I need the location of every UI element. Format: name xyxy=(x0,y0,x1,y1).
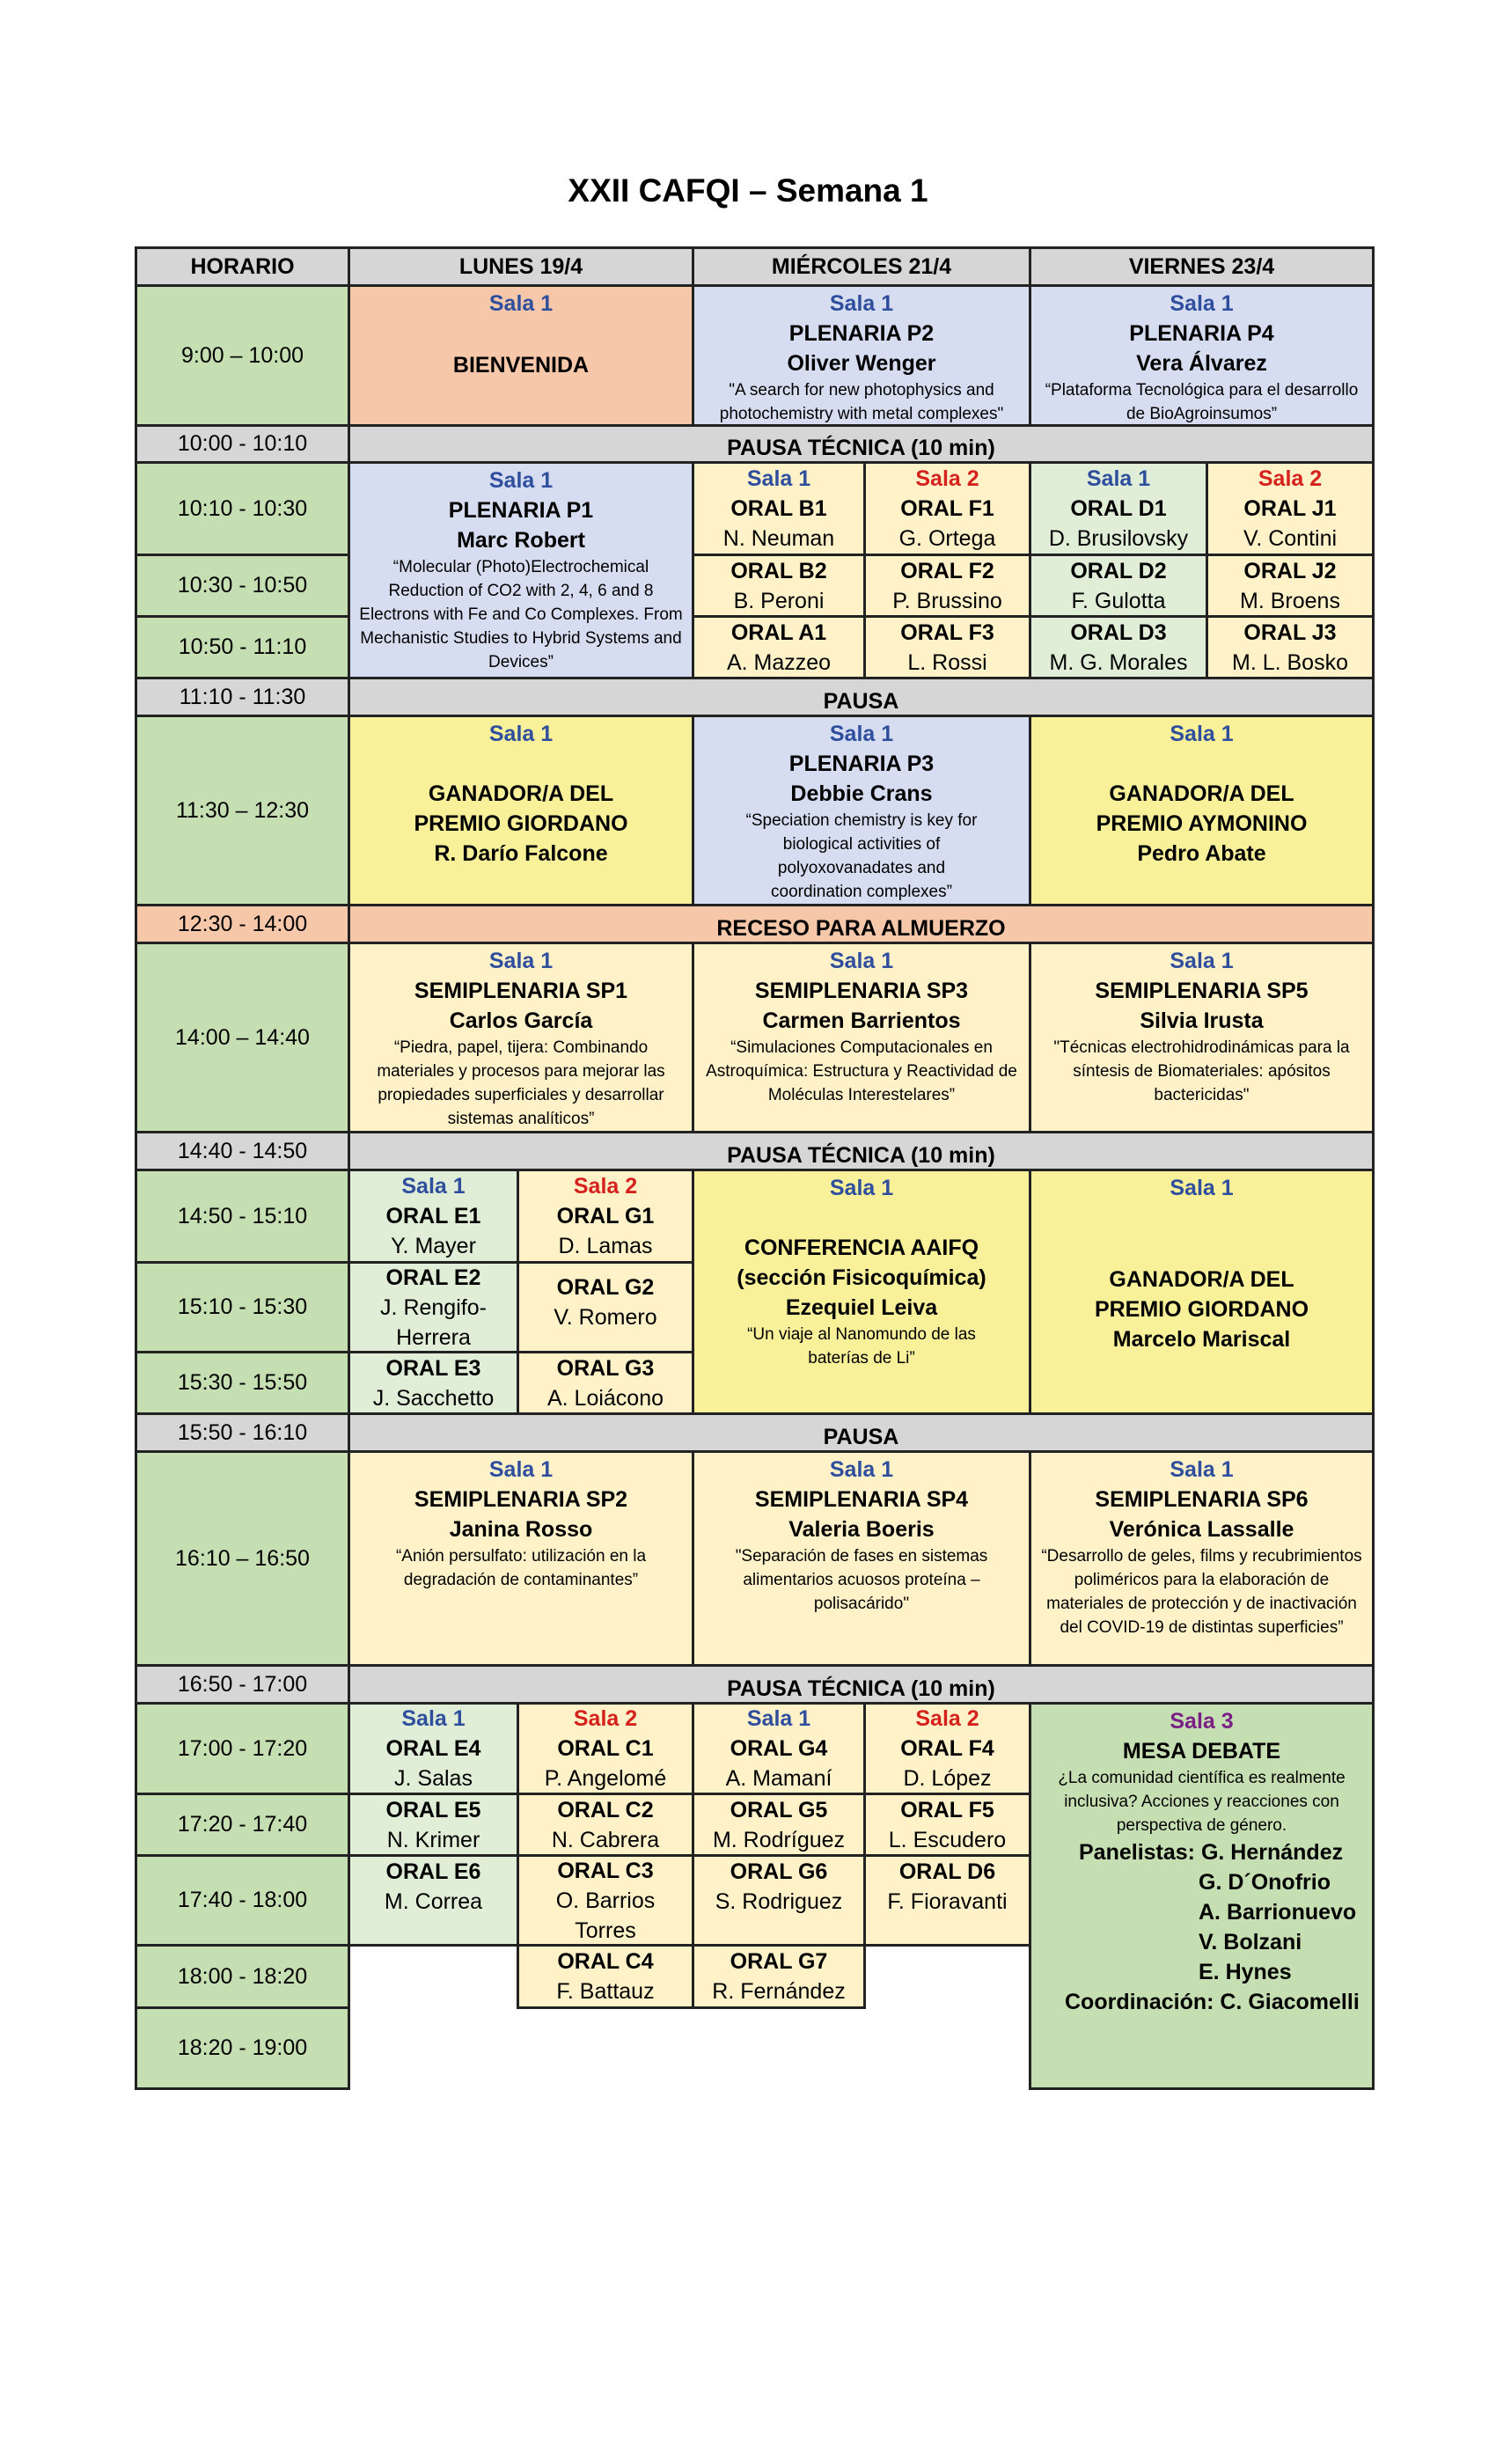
oral-slot: ORAL F3 L. Rossi xyxy=(863,615,1031,679)
oral-slot: ORAL C4 F. Battauz xyxy=(517,1944,694,2009)
time-slot: 15:50 - 16:10 xyxy=(135,1412,350,1453)
oral-slot: Sala 2 ORAL G1 D. Lamas xyxy=(517,1169,694,1264)
oral-slot: Sala 2 ORAL J1 V. Contini xyxy=(1206,461,1375,556)
oral-slot: ORAL J2 M. Broens xyxy=(1206,554,1375,618)
oral-slot: Sala 2 ORAL F4 D. López xyxy=(863,1702,1031,1795)
header-horario: HORARIO xyxy=(135,246,350,287)
time-slot: 17:40 - 18:00 xyxy=(135,1854,350,1947)
oral-slot: Sala 1 ORAL E1 Y. Mayer xyxy=(348,1169,519,1264)
oral-slot: ORAL G5 M. Rodríguez xyxy=(692,1793,866,1857)
oral-slot: ORAL F2 P. Brussino xyxy=(863,554,1031,618)
time-slot: 18:20 - 19:00 xyxy=(135,2006,350,2090)
session-semiplenaria-sp1: Sala 1 SEMIPLENARIA SP1 Carlos García “Piedra, papel, tijera: Combinando materiales y procesos para mejorar las propiedades superficiales y desarrollar sistemas analíticos” xyxy=(348,942,694,1133)
oral-slot: Sala 2 ORAL F1 G. Ortega xyxy=(863,461,1031,556)
header-lunes: LUNES 19/4 xyxy=(348,246,694,287)
session-premio-giordano-2: Sala 1 GANADOR/A DEL PREMIO GIORDANO Marcelo Mariscal xyxy=(1029,1169,1375,1415)
session-semiplenaria-sp2: Sala 1 SEMIPLENARIA SP2 Janina Rosso “Anión persulfato: utilización en la degradación de contaminantes” xyxy=(348,1450,694,1667)
session-semiplenaria-sp4: Sala 1 SEMIPLENARIA SP4 Valeria Boeris "Separación de fases en sistemas alimentarios acuosos proteína –polisacárido" xyxy=(692,1450,1031,1667)
time-slot: 10:50 - 11:10 xyxy=(135,615,350,679)
break-bar: PAUSA TÉCNICA (10 min) xyxy=(348,1131,1375,1171)
session-plenaria-p4: Sala 1 PLENARIA P4 Vera Álvarez “Plataforma Tecnológica para el desarrollo de BioAgroinsumos” xyxy=(1029,284,1375,427)
oral-slot: Sala 2 ORAL C1 P. Angelomé xyxy=(517,1702,694,1795)
oral-slot: ORAL G2 V. Romero xyxy=(517,1261,694,1353)
panelist: G. D´Onofrio xyxy=(1199,1870,1331,1895)
oral-slot: ORAL E6 M. Correa xyxy=(348,1854,519,1947)
time-slot: 18:00 - 18:20 xyxy=(135,1944,350,2009)
time-slot: 17:00 - 17:20 xyxy=(135,1702,350,1795)
break-bar: PAUSA TÉCNICA (10 min) xyxy=(348,424,1375,464)
oral-slot: ORAL C3 O. Barrios Torres xyxy=(517,1854,694,1947)
time-slot: 9:00 – 10:00 xyxy=(135,284,350,427)
oral-slot: ORAL G7 R. Fernández xyxy=(692,1944,866,2009)
page-title: XXII CAFQI – Semana 1 xyxy=(568,172,928,209)
oral-slot: ORAL E5 N. Krimer xyxy=(348,1793,519,1857)
time-slot: 12:30 - 14:00 xyxy=(135,904,350,944)
coordinator: Coordinación: C. Giacomelli xyxy=(1065,1990,1360,2014)
oral-slot: Sala 1 ORAL G4 A. Mamaní xyxy=(692,1702,866,1795)
lunch-bar: RECESO PARA ALMUERZO xyxy=(348,904,1375,944)
time-slot: 17:20 - 17:40 xyxy=(135,1793,350,1857)
oral-slot: Sala 1 ORAL B1 N. Neuman xyxy=(692,461,866,556)
time-slot: 14:50 - 15:10 xyxy=(135,1169,350,1264)
session-plenaria-p2: Sala 1 PLENARIA P2 Oliver Wenger "A search for new photophysics and photochemistry with metal complexes" xyxy=(692,284,1031,427)
oral-slot: ORAL D6 F. Fioravanti xyxy=(863,1854,1031,1947)
oral-slot: ORAL F5 L. Escudero xyxy=(863,1793,1031,1857)
time-slot: 11:10 - 11:30 xyxy=(135,677,350,717)
time-slot: 10:00 - 10:10 xyxy=(135,424,350,464)
header-viernes: VIERNES 23/4 xyxy=(1029,246,1375,287)
oral-slot: ORAL B2 B. Peroni xyxy=(692,554,866,618)
session-premio-aymonino: Sala 1 GANADOR/A DEL PREMIO AYMONINO Pedro Abate xyxy=(1029,715,1375,906)
panelist: V. Bolzani xyxy=(1199,1930,1302,1954)
session-semiplenaria-sp3: Sala 1 SEMIPLENARIA SP3 Carmen Barrientos “Simulaciones Computacionales en Astroquímica: Estructura y Reactividad de Moléculas Interestelares” xyxy=(692,942,1031,1133)
time-slot: 15:30 - 15:50 xyxy=(135,1351,350,1415)
oral-slot: ORAL A1 A. Mazzeo xyxy=(692,615,866,679)
oral-slot: ORAL J3 M. L. Bosko xyxy=(1206,615,1375,679)
time-slot: 11:30 – 12:30 xyxy=(135,715,350,906)
oral-slot: ORAL G6 S. Rodriguez xyxy=(692,1854,866,1947)
panelist: E. Hynes xyxy=(1199,1960,1292,1984)
oral-slot: ORAL C2 N. Cabrera xyxy=(517,1793,694,1857)
session-semiplenaria-sp5: Sala 1 SEMIPLENARIA SP5 Silvia Irusta "Técnicas electrohidrodinámicas para la síntesis de Biomateriales: apósitos bactericidas" xyxy=(1029,942,1375,1133)
session-plenaria-p1: Sala 1 PLENARIA P1 Marc Robert “Molecular (Photo)Electrochemical Reduction of CO2 with 2, 4, 6 and 8 Electrons with Fe and Co Complexes. From Mechanistic Studies to Hybrid Systems and Devices” xyxy=(348,461,694,679)
time-slot: 15:10 - 15:30 xyxy=(135,1261,350,1353)
break-bar: PAUSA xyxy=(348,677,1375,717)
time-slot: 14:40 - 14:50 xyxy=(135,1131,350,1171)
session-conferencia-aaifq: Sala 1 CONFERENCIA AAIFQ (sección Fisicoquímica) Ezequiel Leiva “Un viaje al Nanomundo de las baterías de Li” xyxy=(692,1169,1031,1415)
header-miercoles: MIÉRCOLES 21/4 xyxy=(692,246,1031,287)
time-slot: 14:00 – 14:40 xyxy=(135,942,350,1133)
time-slot: 16:10 – 16:50 xyxy=(135,1450,350,1667)
session-semiplenaria-sp6: Sala 1 SEMIPLENARIA SP6 Verónica Lassalle “Desarrollo de geles, films y recubrimientos poliméricos para la elaboración de materiales de protección y de inactivación del COVID-19 de distintas superficies” xyxy=(1029,1450,1375,1667)
session-plenaria-p3: Sala 1 PLENARIA P3 Debbie Crans “Speciation chemistry is key for biological activities of polyoxovanadates and coordination complexes” xyxy=(692,715,1031,906)
break-bar: PAUSA TÉCNICA (10 min) xyxy=(348,1664,1375,1705)
oral-slot: ORAL E2 J. Rengifo-Herrera xyxy=(348,1261,519,1353)
session-bienvenida: Sala 1 BIENVENIDA xyxy=(348,284,694,427)
session-mesa-debate: Sala 3 MESA DEBATE ¿La comunidad científica es realmente inclusiva? Acciones y reacciones con perspectiva de género. Panelistas: G. Hernández G. D´Onofrio A. Barrionuevo V. Bolzani E. Hynes Coordinación: C. Giacomelli xyxy=(1029,1702,1375,2090)
oral-slot: ORAL G3 A. Loiácono xyxy=(517,1351,694,1415)
oral-slot: ORAL E3 J. Sacchetto xyxy=(348,1351,519,1415)
session-premio-giordano: Sala 1 GANADOR/A DEL PREMIO GIORDANO R. Darío Falcone xyxy=(348,715,694,906)
oral-slot: ORAL D2 F. Gulotta xyxy=(1029,554,1208,618)
panelist: Panelistas: G. Hernández xyxy=(1079,1840,1344,1865)
oral-slot: Sala 1 ORAL E4 J. Salas xyxy=(348,1702,519,1795)
break-bar: PAUSA xyxy=(348,1412,1375,1453)
time-slot: 10:10 - 10:30 xyxy=(135,461,350,556)
time-slot: 16:50 - 17:00 xyxy=(135,1664,350,1705)
oral-slot: Sala 1 ORAL D1 D. Brusilovsky xyxy=(1029,461,1208,556)
oral-slot: ORAL D3 M. G. Morales xyxy=(1029,615,1208,679)
panelist: A. Barrionuevo xyxy=(1199,1900,1357,1925)
time-slot: 10:30 - 10:50 xyxy=(135,554,350,618)
